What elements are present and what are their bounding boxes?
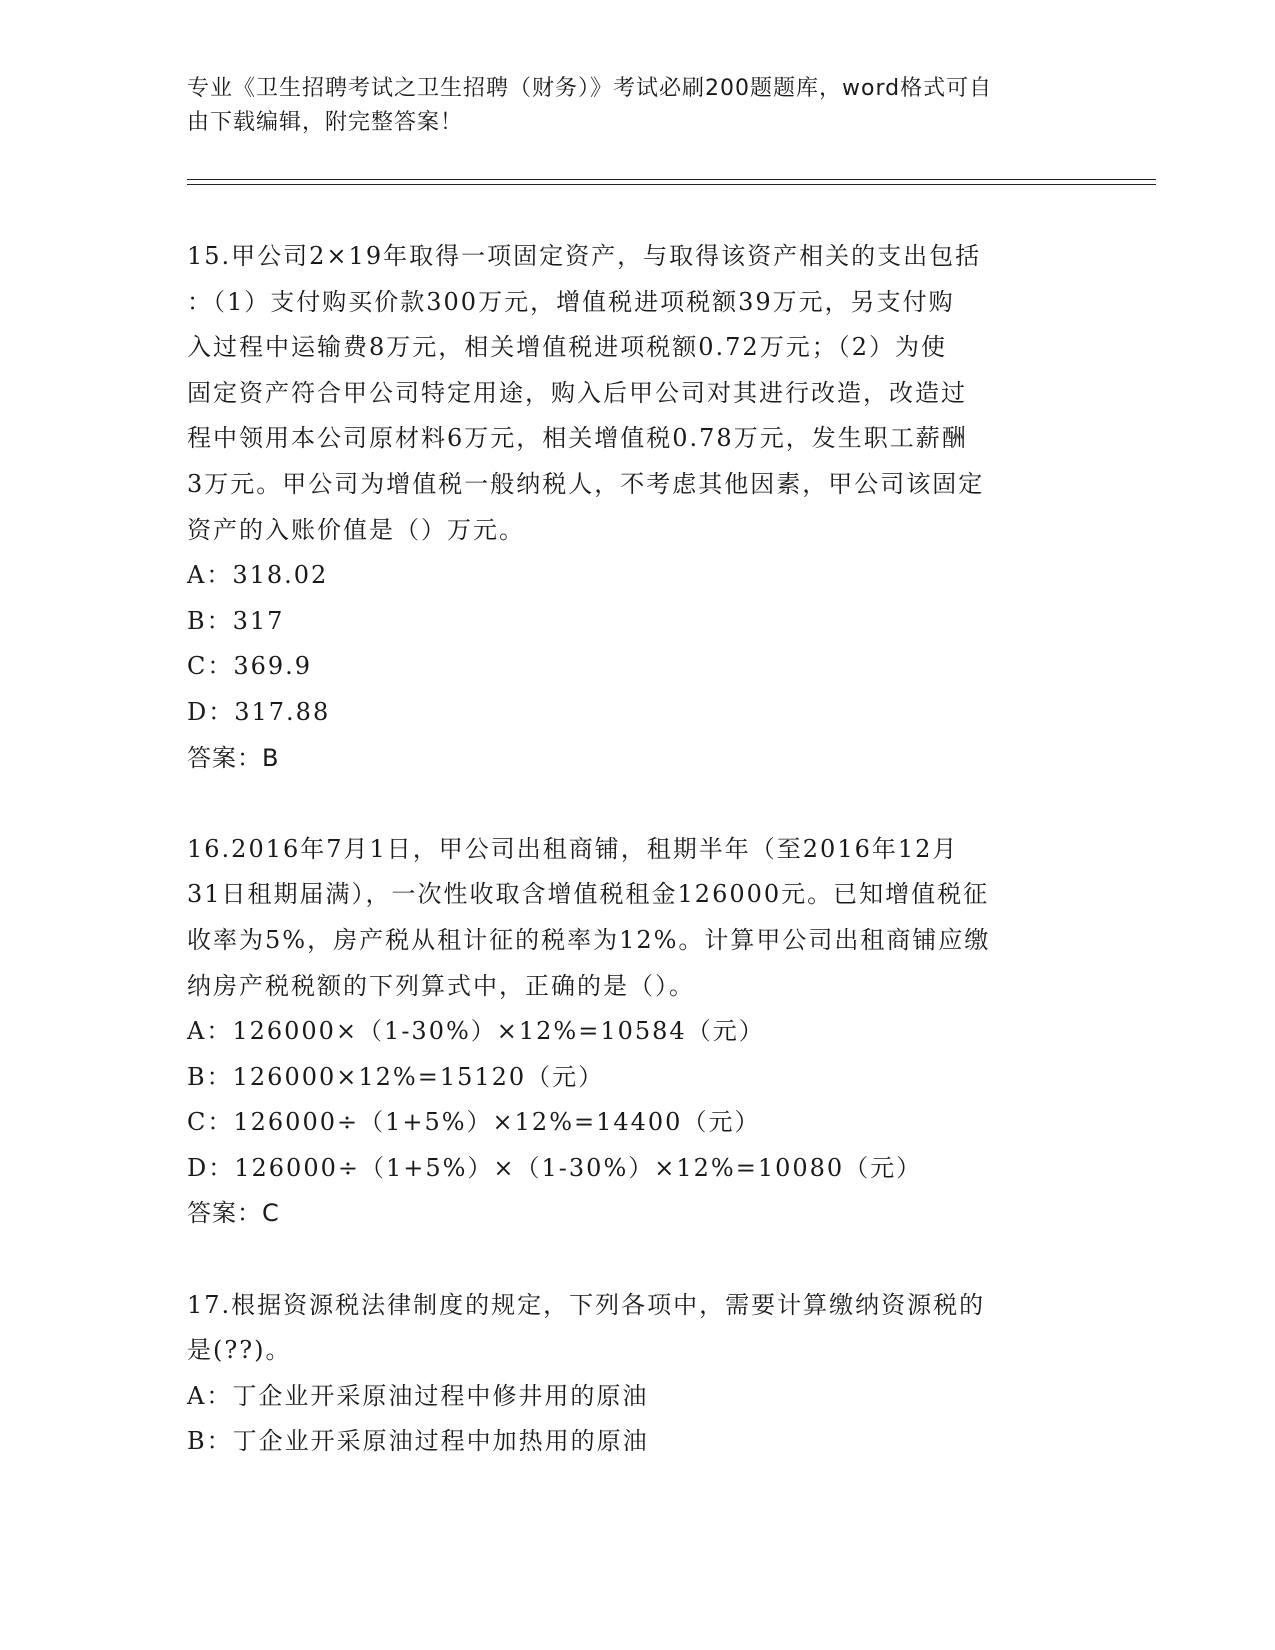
option-d: D：317.88	[187, 697, 331, 726]
question-17	[187, 1283, 1087, 1465]
question-text-line: 15.甲公司2×19年取得一项固定资产，与取得该资产相关的支出包括	[187, 242, 982, 270]
question-text-line: 是(??)。	[187, 1336, 292, 1365]
header-divider-bottom	[187, 184, 1156, 185]
option-b: B：317	[187, 606, 285, 635]
question-spacer	[187, 1237, 1087, 1283]
question-text-line: 收率为5%，房产税从租计征的税率为12%。计算甲公司出租商铺应缴	[187, 925, 991, 954]
option-b: B：126000×12%=15120（元）	[187, 1062, 605, 1091]
question-text-line: ：（1）支付购买价款300万元，增值税进项税额39万元，另支付购	[187, 287, 955, 316]
question-text-line: 入过程中运输费8万元，相关增值税进项税额0.72万元；（2）为使	[187, 333, 947, 362]
option-a: A：318.02	[187, 561, 329, 590]
question-15	[187, 234, 1087, 781]
question-list	[187, 234, 1087, 1465]
option-d: D：126000÷（1+5%）×（1-30%）×12%=10080（元）	[187, 1153, 923, 1182]
document-header	[187, 72, 1087, 140]
question-text-line: 资产的入账价值是（）万元。	[187, 515, 525, 544]
option-a: A：126000×（1-30%）×12%=10584（元）	[187, 1017, 765, 1046]
header-line-1: 专业《卫生招聘考试之卫生招聘（财务）》考试必刷200题题库，word格式可自	[187, 76, 993, 101]
header-line-2: 由下载编辑，附完整答案！	[187, 110, 464, 135]
option-c: C：126000÷（1+5%）×12%=14400（元）	[187, 1108, 761, 1137]
answer-label: 答案：B	[187, 743, 280, 772]
header-divider-top	[187, 179, 1156, 180]
answer-label: 答案：C	[187, 1199, 280, 1228]
option-a: A：丁企业开采原油过程中修井用的原油	[187, 1381, 649, 1410]
question-text-line: 固定资产符合甲公司特定用途，购入后甲公司对其进行改造，改造过	[187, 378, 967, 407]
question-text-line: 16.2016年7月1日，甲公司出租商铺，租期半年（至2016年12月	[187, 834, 959, 863]
question-text-line: 3万元。甲公司为增值税一般纳税人，不考虑其他因素，甲公司该固定	[187, 469, 985, 498]
question-text-line: 31日租期届满），一次性收取含增值税租金126000元。已知增值税征	[187, 880, 990, 909]
question-text-line: 程中领用本公司原材料6万元，相关增值税0.78万元，发生职工薪酬	[187, 424, 968, 453]
question-text-line: 17.根据资源税法律制度的规定，下列各项中，需要计算缴纳资源税的	[187, 1290, 986, 1319]
question-16	[187, 827, 1087, 1237]
question-text-line: 纳房产税税额的下列算式中，正确的是（）。	[187, 971, 695, 1000]
question-spacer	[187, 781, 1087, 827]
option-b: B：丁企业开采原油过程中加热用的原油	[187, 1427, 649, 1456]
option-c: C：369.9	[187, 652, 313, 681]
